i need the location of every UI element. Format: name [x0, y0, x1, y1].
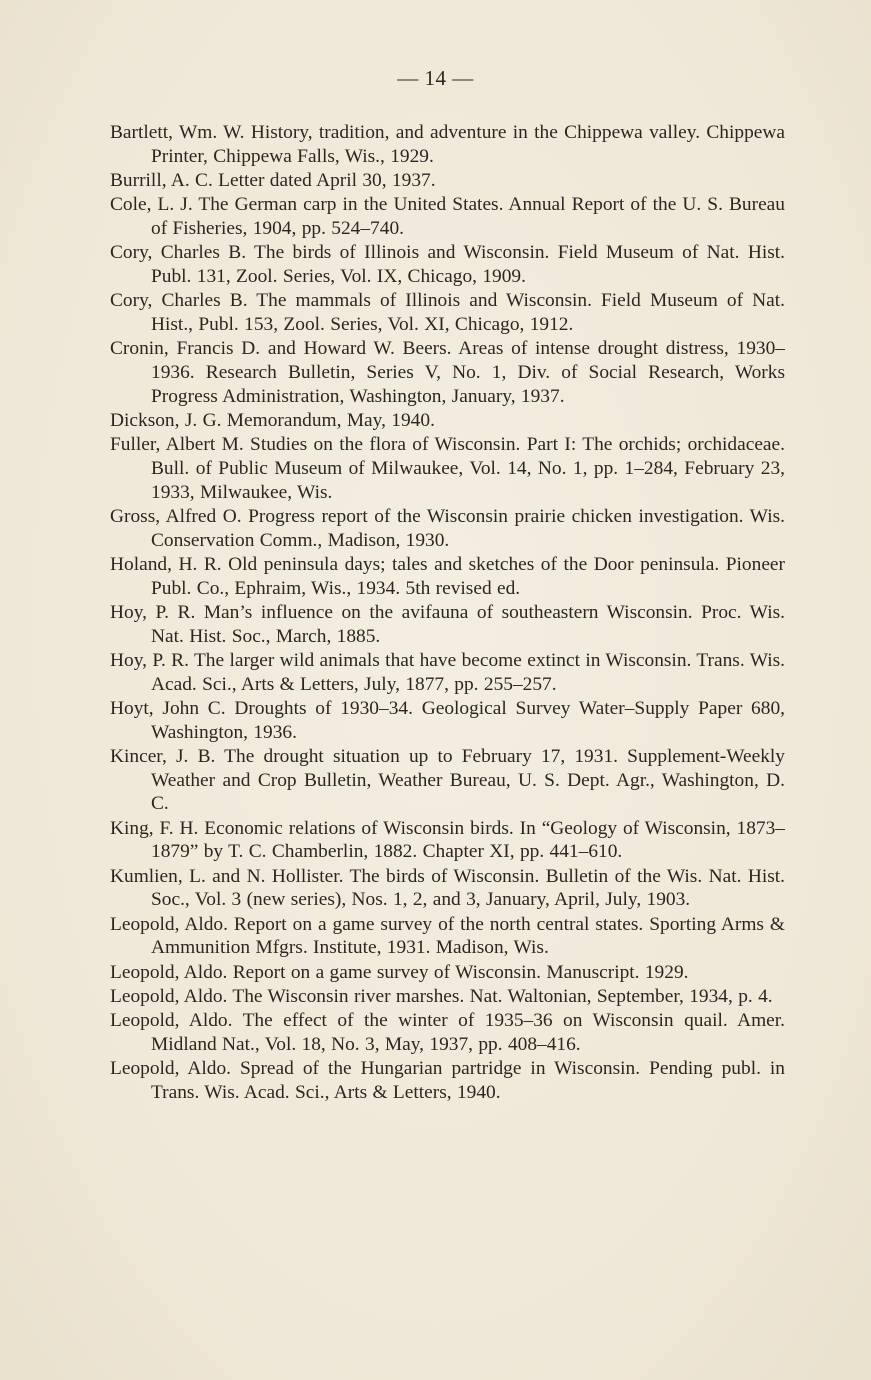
reference-entry: Cronin, Francis D. and Howard W. Beers. Areas of intense drought distress, 1930–1936. Research Bulletin, Series V, No. 1, Div. of Social Research, Works Progress Administration, Washington, January, 1937.: [110, 338, 785, 407]
reference-entry: Hoyt, John C. Droughts of 1930–34. Geological Survey Water–Supply Paper 680, Washington, 1936.: [110, 698, 785, 743]
reference-entry: Gross, Alfred O. Progress report of the Wisconsin prairie chicken investigation. Wis. Conservation Comm., Madison, 1930.: [110, 506, 785, 551]
reference-entry: Cole, L. J. The German carp in the United States. Annual Report of the U. S. Bureau of Fisheries, 1904, pp. 524–740.: [110, 194, 785, 239]
reference-entry: Hoy, P. R. Man’s influence on the avifauna of southeastern Wisconsin. Proc. Wis. Nat. Hist. Soc., March, 1885.: [110, 602, 785, 647]
reference-entry: Bartlett, Wm. W. History, tradition, and adventure in the Chippewa valley. Chippewa Printer, Chippewa Falls, Wis., 1929.: [110, 122, 785, 167]
reference-entry: Leopold, Aldo. Report on a game survey of Wisconsin. Manuscript. 1929.: [110, 961, 689, 983]
reference-entry: Kincer, J. B. The drought situation up to February 17, 1931. Supplement-Weekly Weather and Crop Bulletin, Weather Bureau, U. S. Dept. Agr., Washington, D. C.: [110, 746, 785, 815]
reference-entry: Cory, Charles B. The mammals of Illinois and Wisconsin. Field Museum of Nat. Hist., Publ. 153, Zool. Series, Vol. XI, Chicago, 1912.: [110, 290, 785, 335]
reference-entry: Cory, Charles B. The birds of Illinois and Wisconsin. Field Museum of Nat. Hist. Publ. 131, Zool. Series, Vol. IX, Chicago, 1909.: [110, 242, 785, 287]
reference-list: [110, 121, 785, 1105]
reference-entry: Leopold, Aldo. Report on a game survey of the north central states. Sporting Arms & Ammunition Mfgrs. Institute, 1931. Madison, Wis.: [110, 913, 785, 959]
reference-entry: Leopold, Aldo. Spread of the Hungarian partridge in Wisconsin. Pending publ. in Trans. Wis. Acad. Sci., Arts & Letters, 1940.: [110, 1058, 785, 1103]
reference-entry: Holand, H. R. Old peninsula days; tales and sketches of the Door peninsula. Pioneer Publ. Co., Ephraim, Wis., 1934. 5th revised ed.: [110, 554, 785, 599]
reference-entry: King, F. H. Economic relations of Wisconsin birds. In “Geology of Wisconsin, 1873–1879” by T. C. Chamberlin, 1882. Chapter XI, pp. 441–610.: [110, 817, 785, 863]
reference-entry: Leopold, Aldo. The effect of the winter of 1935–36 on Wisconsin quail. Amer. Midland Nat., Vol. 18, No. 3, May, 1937, pp. 408–416.: [110, 1010, 785, 1055]
reference-entry: Dickson, J. G. Memorandum, May, 1940.: [110, 410, 435, 431]
page-number: — 14 —: [397, 66, 474, 90]
reference-entry: Fuller, Albert M. Studies on the flora of Wisconsin. Part I: The orchids; orchidaceae. Bull. of Public Museum of Milwaukee, Vol. 14, No. 1, pp. 1–284, February 23, 1933, Milwaukee, Wis.: [110, 434, 785, 503]
reference-entry: Hoy, P. R. The larger wild animals that have become extinct in Wisconsin. Trans. Wis. Acad. Sci., Arts & Letters, July, 1877, pp. 255–257.: [110, 650, 785, 695]
reference-entry: Burrill, A. C. Letter dated April 30, 1937.: [110, 170, 436, 191]
reference-entry: Leopold, Aldo. The Wisconsin river marshes. Nat. Waltonian, September, 1934, p. 4.: [110, 986, 773, 1007]
reference-entry: Kumlien, L. and N. Hollister. The birds of Wisconsin. Bulletin of the Wis. Nat. Hist. Soc., Vol. 3 (new series), Nos. 1, 2, and 3, January, April, July, 1903.: [110, 865, 785, 911]
